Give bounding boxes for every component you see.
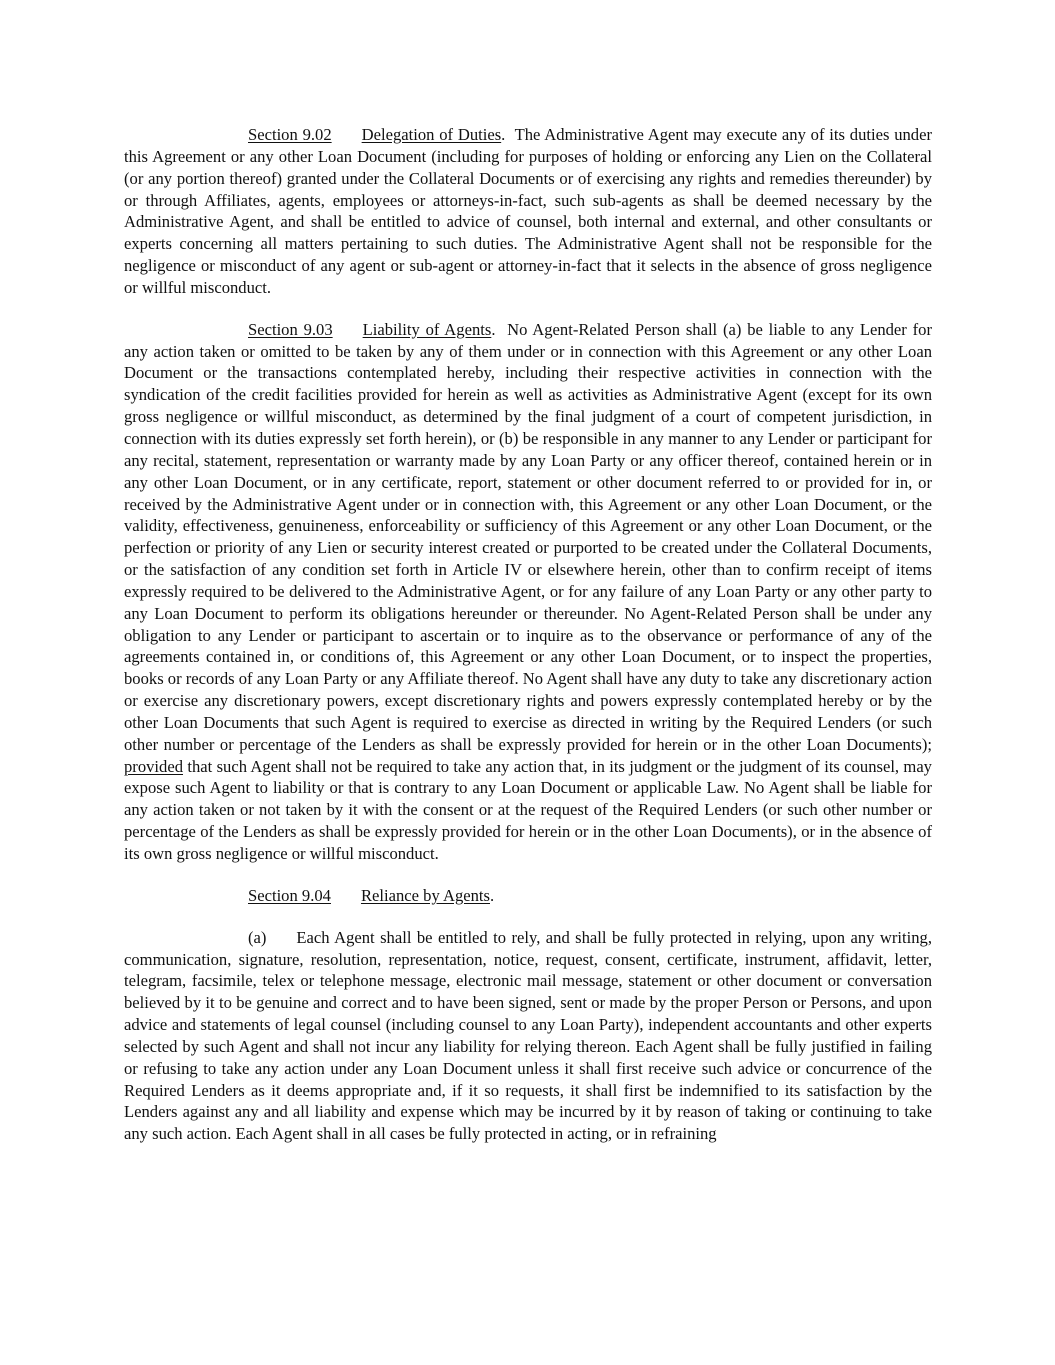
section-9-03-body-part2: that such Agent shall not be required to take any action that, in its judgment or the judgment of its counsel, may expose such Agent to liability or that is contrary to any Loan Document or applicable Law. No Agent shall be liable for any action taken or not taken by it with the consent or at the request of the Required Lenders (or such other number or percentage of the Lenders as shall be expressly provided for herein or in the other Loan Documents), or in the absence of its own gross negligence or willful misconduct. [124, 756, 932, 863]
section-9-04-a-paragraph [124, 927, 932, 1145]
document-page [124, 124, 932, 1145]
section-9-02-heading [248, 125, 501, 144]
section-9-03-heading [248, 320, 491, 339]
section-9-03-number: Section 9.03 [248, 319, 333, 339]
section-9-04-heading [248, 886, 490, 905]
section-9-04-title: Reliance by Agents [360, 885, 490, 905]
section-9-02-paragraph: Section 9.02 Delegation of Duties. The Administrative Agent may execute any of its duties under this Agreement or any other Loan Document (including for purposes of holding or enforcing any Lien on the Collateral (or any portion thereof) granted under the Collateral Documents or of exercising any rights and remedies thereunder) by or through Affiliates, agents, employees or attorneys-in-fact, such sub-agents as shall be deemed necessary by the Administrative Agent, and shall be entitled to advice of counsel, both internal and external, and other consultants or experts concerning all matters pertaining to such duties. The Administrative Agent shall not be responsible for the negligence or misconduct of any agent or sub-agent or attorney-in-fact that it selects in the absence of gross negligence or willful misconduct. [124, 125, 932, 297]
section-9-04-a-label: (a) [248, 927, 267, 947]
section-9-02-number: Section 9.02 [248, 125, 332, 144]
section-9-03-body-part1: No Agent-Related Person shall (a) be liable to any Lender for any action taken or omitted to be taken by any of them under or in connection with this Agreement or any other Loan Document or the transactions contemplated hereby, including their respective activities in connection with the syndication of the credit facilities provided for herein as well as activities as Administrative Agent (except for its own gross negligence or willful misconduct, as determined by the final judgment of a court of competent jurisdiction, in connection with its duties expressly set forth herein), or (b) be responsible in any manner to any Lender or participant for any recital, statement, representation or warranty made by any Loan Party or any officer thereof, contained herein or in any other Loan Document, or in any certificate, report, statement or other document referred to or provided for in, or received by the Administrative Agent under or in connection with, this Agreement or any other Loan Document, or the validity, effectiveness, genuineness, enforceability or sufficiency of this Agreement or any other Loan Document, or the perfection or priority of any Lien or security interest created or purported to be created under the Collateral Documents, or the satisfaction of any condition set forth in Article IV or elsewhere herein, other than to confirm receipt of items expressly required to be delivered to the Administrative Agent, or for any failure of any Loan Party or any other party to any Loan Document to perform its obligations hereunder or thereunder. No Agent-Related Person shall be under any obligation to any Lender or participant to ascertain or to inquire as to the observance or performance of any of the agreements contained in, or conditions of, this Agreement or any other Loan Document, or to inspect the properties, books or records of any Loan Party or any Affiliate thereof. No Agent shall have any duty to take any discretionary action or exercise any discretionary powers, except discretionary rights and powers expressly contemplated hereby or by the other Loan Documents that such Agent is required to exercise as directed in writing by the Required Lenders (or such other number or percentage of the Lenders as shall be expressly provided for herein or in the other Loan Documents); [124, 319, 932, 754]
section-9-04-paragraph: Section 9.04 Reliance by Agents. [248, 885, 495, 905]
section-9-02-body: The Administrative Agent may execute any of its duties under this Agreement or any other Loan Document (including for purposes of holding or enforcing any Lien on the Collateral (or any portion thereof) granted under the Collateral Documents or of exercising any rights and remedies thereunder) by or through Affiliates, agents, employees or attorneys-in-fact, such sub-agents as shall be deemed necessary by the Administrative Agent, and shall be entitled to advice of counsel, both internal and external, and other consultants or experts concerning all matters pertaining to such duties. The Administrative Agent shall not be responsible for the negligence or misconduct of any agent or sub-agent or attorney-in-fact that it selects in the absence of gross negligence or willful misconduct. [124, 125, 932, 297]
section-9-03-title: Liability of Agents [362, 319, 492, 339]
section-9-02-title: Delegation of Duties [361, 125, 502, 144]
section-9-03-provided: provided [124, 756, 183, 776]
section-9-04-a-body: Each Agent shall be entitled to rely, and shall be fully protected in relying, upon any writing, communication, signature, resolution, representation, notice, request, consent, certificate, instrument, affidavit, letter, telegram, facsimile, telex or telephone message, electronic mail message, statement or other document or conversation believed by it to be genuine and correct and to have been signed, sent or made by the proper Person or Persons, and upon advice and statements of legal counsel (including counsel to any Loan Party), independent accountants and other experts selected by such Agent and shall not incur any liability for relying thereon. Each Agent shall be fully justified in failing or refusing to take any action under any Loan Document unless it shall first receive such advice or concurrence of the Required Lenders as it deems appropriate and, if it so requests, it shall first be indemnified to its satisfaction by the Lenders against any and all liability and expense which may be incurred by it by reason of taking or continuing to take any such action. Each Agent shall in all cases be fully protected in acting, or in refraining [124, 927, 932, 1144]
section-9-04-number: Section 9.04 [248, 885, 331, 905]
section-9-03-paragraph: Section 9.03 Liability of Agents. No Agent-Related Person shall (a) be liable to any Lender for any action taken or omitted to be taken by any of them under or in connection with this Agreement or any other Loan Document or the transactions contemplated hereby, including their respective activities in connection with the syndication of the credit facilities provided for herein as well as activities as Administrative Agent (except for its own gross negligence or willful misconduct, as determined by the final judgment of a court of competent jurisdiction, in connection with its duties expressly set forth herein), or (b) be responsible in any manner to any Lender or participant for any recital, statement, representation or warranty made by any Loan Party or any officer thereof, contained herein or in any other Loan Document, or in any certificate, report, statement or other document referred to or provided for in, or received by the Administrative Agent under or in connection with, this Agreement or any other Loan Document, or the validity, effectiveness, genuineness, enforceability or sufficiency of this Agreement or any other Loan Document, or the perfection or priority of any Lien or security interest created or purported to be created under the Collateral Documents, or the satisfaction of any condition set forth in Article IV or elsewhere herein, other than to confirm receipt of items expressly required to be delivered to the Administrative Agent, or for any failure of any Loan Party or any other party to any Loan Document to perform its obligations hereunder or thereunder. No Agent-Related Person shall be under any obligation to any Lender or participant to ascertain or to inquire as to the observance or performance of any of the agreements contained in, or conditions of, this Agreement or any other Loan Document, or to inspect the properties, books or records of any Loan Party or any Affiliate thereof. No Agent shall have any duty to take any discretionary action or exercise any discretionary powers, except discretionary rights and powers expressly contemplated hereby or by the other Loan Documents that such Agent is required to exercise as directed in writing by the Required Lenders (or such other number or percentage of the Lenders as shall be expressly provided for herein or in the other Loan Documents); provided that such Agent shall not be required to take any action that, in its judgment or the judgment of its counsel, may expose such Agent to liability or that is contrary to any Loan Document or applicable Law. No Agent shall be liable for any action taken or not taken by it with the consent or at the request of the Required Lenders (or such other number or percentage of the Lenders as shall be expressly provided for herein or in the other Loan Documents), or in the absence of its own gross negligence or willful misconduct. [124, 319, 932, 863]
